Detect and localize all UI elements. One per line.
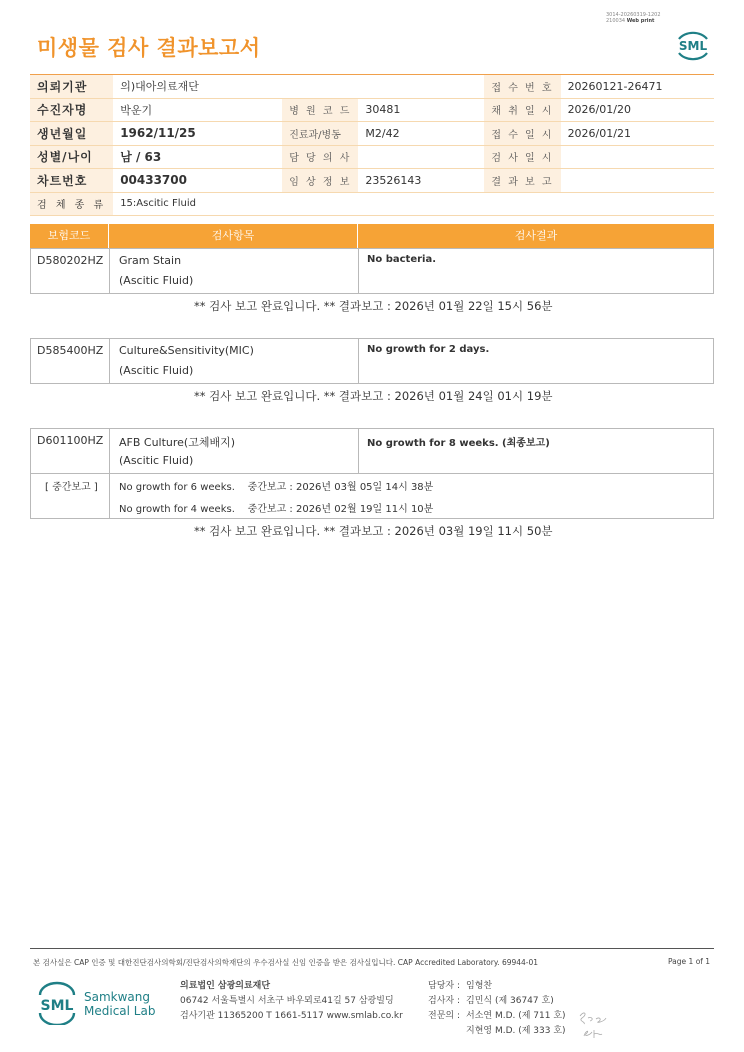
info-value [561, 145, 714, 169]
patient-info-table [30, 74, 714, 216]
info-key [282, 75, 358, 99]
org-contact: 검사기관 11365200 T 1661-5117 www.smlab.co.kr [180, 1011, 403, 1021]
test-result: No bacteria. [367, 254, 437, 265]
info-value: 남 / 63 [113, 145, 282, 169]
info-key: 임 상 정 보 [282, 169, 358, 193]
info-value: 20260121-26471 [561, 75, 714, 99]
test-result: No growth for 8 weeks. (최종보고) [367, 438, 550, 449]
info-value: 2026/01/21 [561, 122, 714, 146]
footer-org-block [180, 979, 403, 1024]
test-name: AFB Culture(고체배지) [119, 436, 236, 449]
header-code: 보험코드 [47, 229, 91, 242]
staff-name: 서소연 M.D. (제 711 호) [466, 1011, 566, 1021]
footer-logo-name [84, 990, 155, 1018]
print-stamp [606, 12, 686, 24]
footer-staff-block [428, 979, 566, 1039]
info-row [30, 98, 714, 122]
info-key: 수진자명 [30, 98, 113, 122]
print-id-2: 210034 [606, 18, 626, 24]
test-row [30, 338, 714, 384]
footer-divider [30, 948, 714, 949]
info-value [561, 169, 714, 193]
info-value: 00433700 [113, 169, 282, 193]
info-key: 접 수 일 시 [484, 122, 560, 146]
test-row [30, 428, 714, 519]
info-key: 병 원 코 드 [282, 98, 358, 122]
info-value: M2/42 [358, 122, 484, 146]
interim-report: No growth for 4 weeks. 중간보고 : 2026년 02월 19일 11시 10분 [119, 504, 434, 515]
test-specimen: (Ascitic Fluid) [119, 274, 194, 287]
test-result: No growth for 2 days. [367, 344, 490, 355]
logo-name-2: Medical Lab [84, 1004, 156, 1018]
signature-mark [576, 1008, 610, 1044]
info-key: 결 과 보 고 [484, 169, 560, 193]
header-result: 검사결과 [514, 229, 558, 242]
test-code: D601100HZ [37, 434, 104, 447]
info-key: 검 체 종 류 [30, 192, 113, 216]
info-value: 1962/11/25 [113, 122, 282, 146]
report-complete-line: ** 검사 보고 완료입니다. ** 결과보고 : 2026년 01월 22일 15시 56분 [194, 299, 553, 313]
sml-logo [673, 27, 713, 61]
info-key: 의뢰기관 [30, 75, 113, 99]
info-value: 의)대아의료재단 [113, 75, 282, 99]
staff-role: 담당자 : [428, 981, 460, 991]
staff-role: 검사자 : [428, 996, 460, 1006]
report-complete-line: ** 검사 보고 완료입니다. ** 결과보고 : 2026년 01월 24일 01시 19분 [194, 389, 553, 403]
report-complete-line: ** 검사 보고 완료입니다. ** 결과보고 : 2026년 03월 19일 11시 50분 [194, 524, 553, 538]
web-print-label: Web print [626, 18, 655, 24]
info-row [30, 122, 714, 146]
footer-logo-icon [36, 981, 76, 1025]
print-id: 3014-20260319-1202 [606, 12, 661, 18]
org-address: 06742 서울특별시 서초구 바우뫼로41길 57 삼광빌딩 [180, 996, 394, 1006]
test-code: D580202HZ [37, 254, 104, 267]
info-row [30, 192, 714, 216]
results-header [30, 224, 714, 248]
test-specimen: (Ascitic Fluid) [119, 454, 194, 467]
info-key: 진료과/병동 [282, 122, 358, 146]
footer-logo-text: SML [40, 998, 74, 1014]
info-value: 15:Ascitic Fluid [113, 192, 714, 216]
info-value: 2026/01/20 [561, 98, 714, 122]
info-value: 23526143 [358, 169, 484, 193]
staff-name: 지현영 M.D. (제 333 호) [466, 1026, 566, 1036]
info-key: 생년월일 [30, 122, 113, 146]
interim-label: [ 중간보고 ] [45, 482, 98, 493]
info-key: 차트번호 [30, 169, 113, 193]
report-title: 미생물 검사 결과보고서 [37, 36, 261, 60]
info-key: 접 수 번 호 [484, 75, 560, 99]
test-name: Gram Stain [119, 254, 182, 267]
logo-text: SML [678, 39, 708, 53]
info-value: 박운기 [113, 98, 282, 122]
staff-name: 임형찬 [466, 981, 493, 991]
test-row [30, 248, 714, 294]
info-value: 30481 [358, 98, 484, 122]
info-value [358, 75, 484, 99]
test-specimen: (Ascitic Fluid) [119, 364, 194, 377]
info-key: 담 당 의 사 [282, 145, 358, 169]
info-key: 검 사 일 시 [484, 145, 560, 169]
info-row [30, 169, 714, 193]
test-name: Culture&Sensitivity(MIC) [119, 344, 254, 357]
staff-role: 전문의 : [428, 1011, 460, 1021]
info-key: 성별/나이 [30, 145, 113, 169]
cap-note: 본 검사실은 CAP 인증 및 대한진단검사의학회/진단검사의학재단의 우수검사실 신임 인증을 받은 검사실입니다. CAP Accredited Laboratory. 69944-01 [33, 958, 539, 967]
page-number: Page 1 of 1 [668, 957, 711, 966]
info-row [30, 75, 714, 99]
info-row [30, 145, 714, 169]
test-code: D585400HZ [37, 344, 104, 357]
info-value [358, 145, 484, 169]
info-key: 채 취 일 시 [484, 98, 560, 122]
org-name: 의료법인 삼광의료재단 [180, 981, 271, 991]
header-item: 검사항목 [211, 229, 255, 242]
logo-name-1: Samkwang [84, 990, 150, 1004]
interim-report: No growth for 6 weeks. 중간보고 : 2026년 03월 05일 14시 38분 [119, 482, 434, 493]
staff-name: 김민식 (제 36747 호) [466, 996, 554, 1006]
